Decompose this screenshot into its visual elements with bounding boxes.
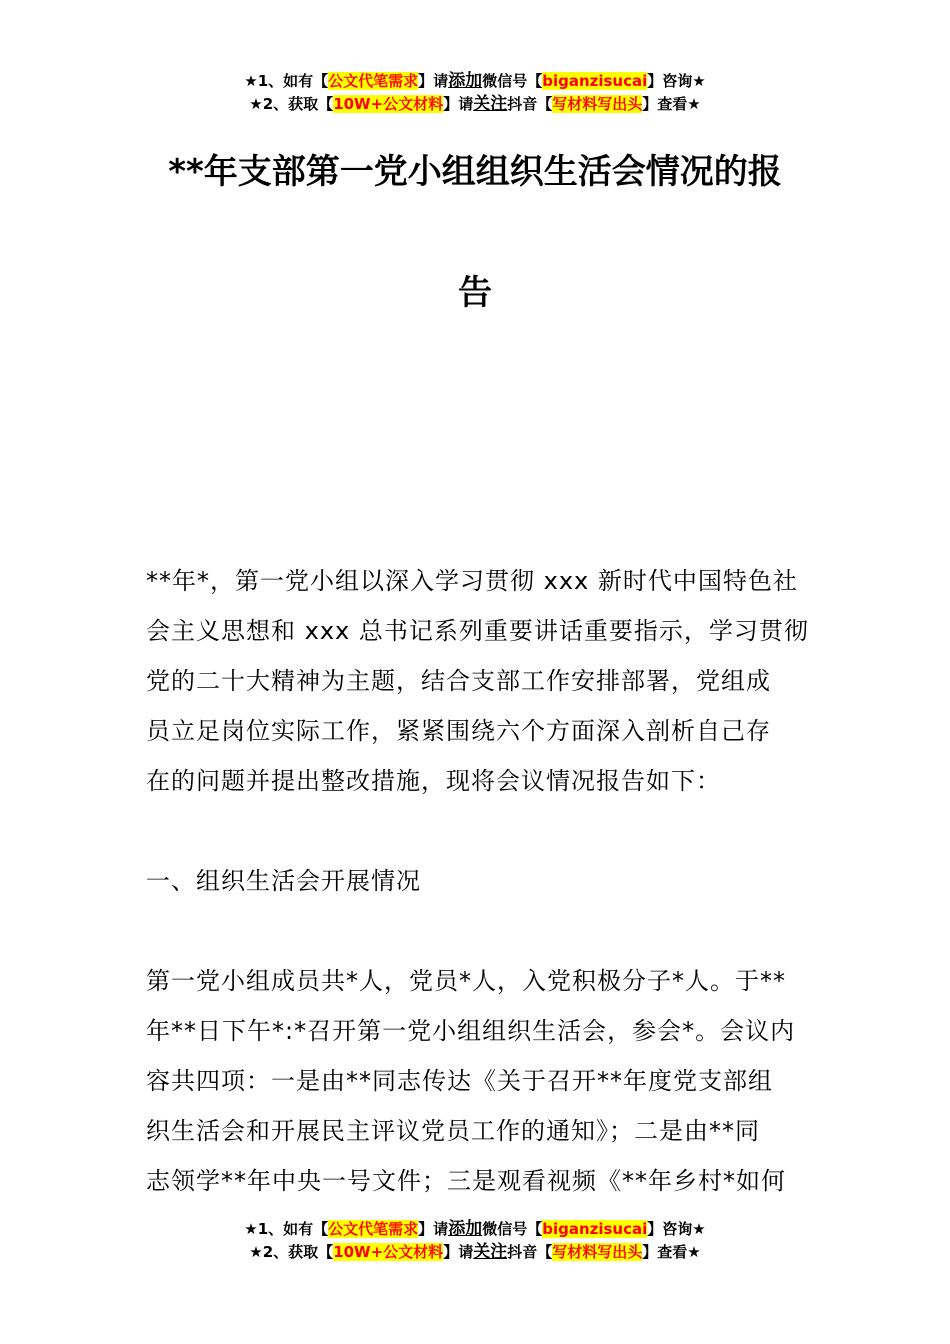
paragraph-line: 党的二十大精神为主题，结合支部工作安排部署，党组成 (146, 667, 771, 695)
paragraph-line: 员立足岗位实际工作，紧紧围绕六个方面深入剖析自己存 (146, 717, 771, 745)
promo-banner-bottom (0, 1218, 950, 1264)
promo-underlined-text: 关注 (473, 94, 508, 114)
document-title-continued: 告 (458, 273, 492, 313)
promo-wechat-id: biganzisucai (542, 72, 648, 90)
promo-text: 微信号【 (482, 72, 543, 90)
promo-text: 抖音【 (507, 1243, 553, 1261)
promo-line-1 (0, 1218, 950, 1241)
promo-douyin-id: 写材料写出头 (552, 1243, 643, 1261)
promo-text: 】咨询★ (647, 1220, 706, 1238)
paragraph-line: **年*，第一党小组以深入学习贯彻 xxx 新时代中国特色社 (146, 567, 798, 595)
promo-text: 抖音【 (507, 95, 553, 113)
promo-text: 】请 (443, 95, 474, 113)
paragraph-line: 志领学**年中央一号文件；三是观看视频《**年乡村*如何 (146, 1167, 786, 1195)
promo-line-2 (0, 93, 950, 116)
paragraph-line: 在的问题并提出整改措施，现将会议情况报告如下： (146, 767, 721, 795)
promo-text: 】请 (443, 1243, 474, 1261)
promo-wechat-id: biganzisucai (542, 1220, 648, 1238)
paragraph-line: 容共四项：一是由**同志传达《关于召开**年度党支部组 (146, 1067, 773, 1095)
promo-text: ★1、如有【 (244, 1220, 329, 1238)
promo-underlined-text: 添加 (448, 71, 483, 91)
promo-highlight: 公文代笔需求 (328, 72, 419, 90)
promo-highlight: 公文代笔需求 (328, 1220, 419, 1238)
promo-underlined-text: 关注 (473, 1242, 508, 1262)
intro-paragraph (146, 556, 814, 806)
promo-text: ★2、获取【 (249, 1243, 334, 1261)
document-title: **年支部第一党小组组织生活会情况的报 (168, 152, 782, 192)
section-heading: 一、组织生活会开展情况 (146, 867, 421, 895)
promo-underlined-text: 添加 (448, 1219, 483, 1239)
paragraph-line: 会主义思想和 xxx 总书记系列重要讲话重要指示，学习贯彻 (146, 617, 809, 645)
paragraph-line: 织生活会和开展民主评议党员工作的通知》；二是由**同 (146, 1117, 760, 1145)
promo-banner-top (0, 70, 950, 116)
promo-text: 微信号【 (482, 1220, 543, 1238)
paragraph-line: 年**日下午*:*召开第一党小组组织生活会，参会*。会议内 (146, 1017, 796, 1045)
promo-douyin-id: 写材料写出头 (552, 95, 643, 113)
promo-text: 】请 (418, 1220, 449, 1238)
section-paragraph (146, 956, 814, 1206)
promo-text: 】请 (418, 72, 449, 90)
promo-highlight: 10W+公文材料 (333, 1243, 444, 1261)
promo-text: 】咨询★ (647, 72, 706, 90)
paragraph-line: 第一党小组成员共*人，党员*人，入党积极分子*人。于** (146, 967, 786, 995)
promo-text: ★2、获取【 (249, 95, 334, 113)
promo-text: 】查看★ (642, 95, 701, 113)
promo-line-2 (0, 1241, 950, 1264)
promo-text: 】查看★ (642, 1243, 701, 1261)
promo-highlight: 10W+公文材料 (333, 95, 444, 113)
promo-line-1 (0, 70, 950, 93)
promo-text: ★1、如有【 (244, 72, 329, 90)
